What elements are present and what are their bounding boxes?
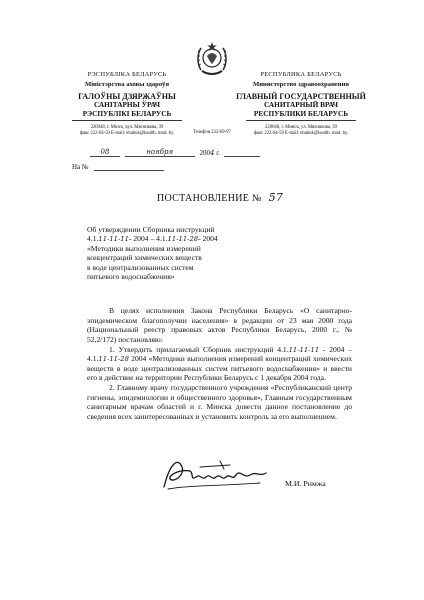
reference-number — [72, 162, 164, 171]
subject-line2-part: - 2004 – 4.1. — [128, 234, 168, 244]
ministry-name-ru: Министерство здравоохранения — [253, 81, 349, 89]
header-belarusian — [52, 71, 202, 137]
office-line1-by: ГАЛОЎНЫ ДЗЯРЖАЎНЫ — [78, 92, 176, 102]
subject-line3: «Методики выполнения измерений — [87, 243, 201, 253]
address-line2-by: факс 222-64-59 E-mail: ebabuk@health. mod. by. — [79, 130, 175, 136]
document-title-text: ПОСТАНОВЛЕНИЕ № — [157, 193, 262, 204]
office-line3-by: РЭСПУБЛІКІ БЕЛАРУСЬ — [82, 108, 172, 118]
date-year-digit: 4 — [210, 149, 215, 157]
handwritten-code-start: 11-11-11 — [288, 345, 320, 354]
document-number: 57 — [268, 191, 284, 204]
subject-line2 — [87, 234, 297, 243]
body-paragraph-2 — [87, 345, 352, 384]
body-paragraph-2-part: - 2004 – 4.1. — [87, 344, 352, 364]
ministry-name-by: Міністэрства аховы здароўя — [84, 81, 170, 89]
date-number-blank — [224, 148, 260, 157]
subject-line5: в воде централизованных систем — [87, 262, 194, 272]
address-line1-by: 220048, г. Мінск, вул. Мясникова, 39 — [90, 125, 164, 131]
office-line1-ru: ГЛАВНЫЙ ГОСУДАРСТВЕННЫЙ — [236, 92, 366, 102]
date-day: 08 — [100, 148, 110, 156]
document-subject — [87, 225, 297, 282]
handwritten-code-end: 11-11-28 — [98, 355, 129, 364]
country-name-by: РЭСПУБЛІКА БЕЛАРУСЬ — [87, 71, 167, 78]
date-day-field — [90, 148, 120, 157]
office-line2-ru: САНИТАРНЫЙ ВРАЧ — [263, 100, 338, 110]
subject-line2-part: - 2004 — [198, 234, 218, 244]
country-name-ru: РЕСПУБЛИКА БЕЛАРУСЬ — [260, 71, 342, 78]
address-line1-ru: 220048, г. Минск, ул. Мясникова, 39 — [265, 125, 337, 131]
subject-line6: питьевого водоснабжения» — [87, 272, 175, 282]
office-line2-by: САНІТАРНЫ ЎРАЧ — [94, 100, 160, 110]
body-paragraph-1: В целях исполнения Закона Республики Беларусь «О санитарно-эпидемическом благополучии населения» в редакции от 23 мая 2000 года (Национальный реестр правовых актов Республики Беларусь, 2000 г., № 52,2/172) постановляю: — [87, 306, 352, 344]
body-paragraph-3: 2. Главному врачу государственного учреждения «Республиканский центр гигиены, эпидемиологии и общественного здоровья», Главным государственным санитарным врачам областей и г. Минска довести данное постановление до сведения всех заинтересованных и установить контроль за его выполнением. — [87, 383, 352, 422]
handwritten-code-end: 11-11-28 — [167, 235, 199, 244]
signer-name: М.И. Римжа — [285, 479, 326, 488]
body-paragraph-2-part: 1. Утвердить прилагаемый Сборник инструкций 4.1. — [109, 344, 289, 354]
subject-line1: Об утверждении Сборника инструкций — [87, 225, 215, 234]
subject-line2-part: 4.1. — [87, 234, 99, 244]
date-suffix: г. — [216, 149, 221, 157]
handwritten-code-start: 11-11-11 — [98, 235, 129, 244]
header-russian — [226, 71, 376, 137]
divider — [246, 120, 356, 121]
address-ru — [226, 125, 376, 137]
reference-number-blank — [94, 162, 164, 171]
divider — [72, 120, 182, 121]
address-line2-ru: факс 222-64-59 E-mail: ebabuk@health. mod. by. — [253, 130, 349, 136]
document-title — [157, 191, 283, 204]
phone-number: Телефон 222-69-97 — [193, 130, 231, 135]
document-body — [87, 306, 352, 422]
office-line3-ru: РЕСПУБЛИКИ БЕЛАРУСЬ — [253, 108, 349, 118]
date-year-prefix: 200 — [199, 149, 210, 157]
date-month-field — [125, 148, 195, 157]
subject-line4: концентраций химических веществ — [87, 253, 202, 263]
handwritten-signature — [160, 453, 270, 493]
address-by — [52, 125, 202, 137]
document-date — [90, 148, 260, 157]
body-paragraph-2-part: 2004 «Методики выполнения измерений концентраций химических веществ в воде централизованных систем питьевого водоснабжения» и ввести его в действие на территории Республики Беларусь с 1 декабря 2004 года. — [87, 354, 352, 383]
reference-number-label: На № — [72, 163, 89, 171]
date-month: ноября — [146, 148, 174, 156]
